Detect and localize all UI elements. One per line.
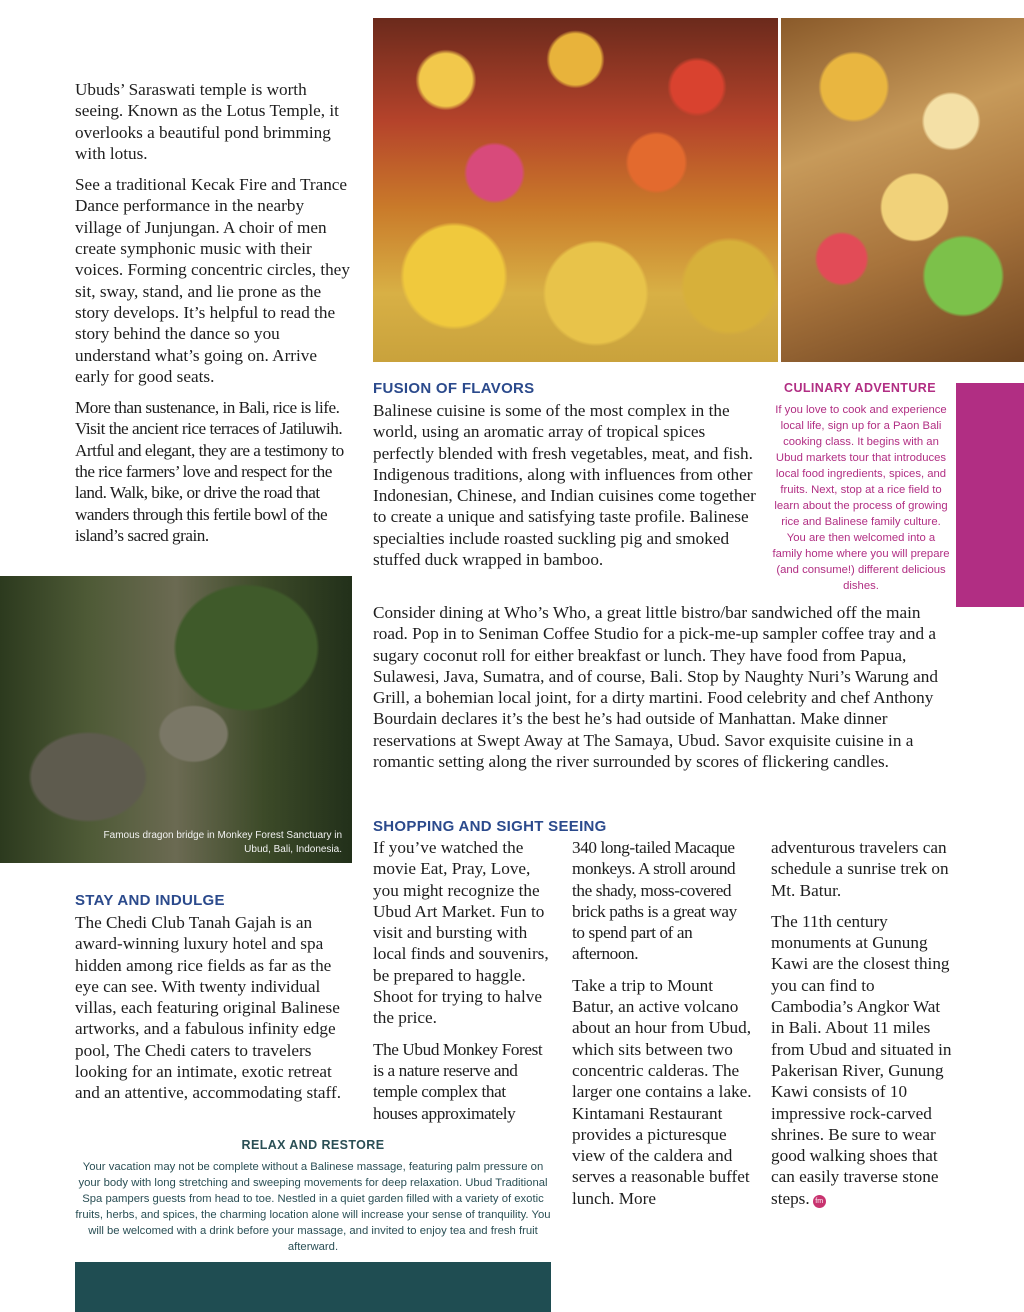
relax-heading: RELAX AND RESTORE — [241, 1138, 385, 1152]
culinary-heading: CULINARY ADVENTURE — [784, 381, 936, 395]
relax-body: Your vacation may not be complete without a Balinese massage, featuring palm pressure on your body with long stretching and sweeping movements for deep relaxation. Ubud Traditional Spa pampers guests from head to toe. Nestled in a quiet garden filled with a variety of exotic fruits, herbs, and spices, the charming location alone will increase your sense of tranquility. You will be welcomed with a drink before your massage, and invited to enjoy tea and fresh fruit afterward. — [75, 1161, 551, 1253]
fusion-paragraph-1: Balinese cuisine is some of the most complex in the world, using an aromatic array of tropical spices perfectly blended with fresh vegetables, meat, and fish. Indigenous traditions, along with influences from other Indonesian, Chinese, and Indian cuisines come together to create a unique and satisfying taste profile. Balinese specialties include roasted suckling pig and smoked stuffed duck wrapped in bamboo. — [373, 401, 756, 570]
relax-color-bar — [75, 1262, 551, 1312]
shopping-col3-paragraph-2-text: The 11th century monuments at Gunung Kawi are the closest thing you can find to Cambodia’s Angkor Wat in Bali. About 11 miles from Ubud and situated in Pakerisan River, Gunung Kawi consists of 10 impressive rock-carved shrines. Be sure to wear good walking shoes that can easily traverse stone steps. — [771, 911, 952, 1208]
shopping-col1-paragraph-2: The Ubud Monkey Forest is a nature reserve and temple complex that houses approximately — [373, 1039, 543, 1123]
shopping-column-3 — [771, 837, 953, 1219]
photo-caption: Famous dragon bridge in Monkey Forest Sanctuary in Ubud, Bali, Indonesia. — [103, 830, 342, 855]
fusion-heading: FUSION OF FLAVORS — [373, 380, 535, 397]
shopping-col1-paragraph-1: If you’ve watched the movie Eat, Pray, Love, you might recognize the Ubud Art Market. Fun to visit and bursting with local finds and souvenirs, be prepared to haggle. Shoot for trying to halve the price. — [373, 838, 549, 1028]
culinary-body: If you love to cook and experience local life, sign up for a Paon Bali cooking class. It begins with an Ubud markets tour that introduces local food ingredients, spices, and fruits. Next, stop at a rice field to learn about the process of growing rice and Balinese family culture. You are then welcomed into a family home where you will prepare (and consume!) different delicious dishes. — [772, 404, 950, 592]
sidebar-color-bar — [956, 383, 1024, 607]
shopping-column-1 — [373, 837, 553, 1134]
shopping-col3-paragraph-1: adventurous travelers can schedule a sunrise trek on Mt. Batur. — [771, 838, 949, 900]
end-mark-icon: fm — [813, 1195, 826, 1208]
intro-paragraph-2: See a traditional Kecak Fire and Trance Dance performance in the nearby village of Junjungan. A choir of men create symphonic music with their voices. Forming concentric circles, they sit, sway, stand, and lie prone as the story develops. It’s helpful to read the story behind the dance so you understand what’s going on. Arrive early for good seats. — [75, 175, 350, 386]
ceremony-photo — [373, 18, 778, 362]
intro-column — [75, 79, 353, 556]
stay-body: The Chedi Club Tanah Gajah is an award-winning luxury hotel and spa hidden among rice fields as far as the eye can see. With twenty individual villas, each featuring original Balinese artworks, and a fabulous infinity edge pool, The Chedi caters to travelers looking for an intimate, exotic retreat and an attentive, accommodating staff. — [75, 913, 341, 1103]
shopping-heading: SHOPPING AND SIGHT SEEING — [373, 818, 607, 835]
intro-paragraph-3: More than sustenance, in Bali, rice is life. Visit the ancient rice terraces of Jatiluwih. Artful and elegant, they are a testimony to the rice farmers’ love and respect for the land. Walk, bike, or drive the road that wanders through this fertile bowl of the island’s sacred grain. — [75, 398, 344, 545]
shopping-col2-paragraph-2: Take a trip to Mount Batur, an active volcano about an hour from Ubud, which sits between two concentric calderas. The larger one contains a lake. Kintamani Restaurant provides a picturesque view of the caldera and serves a reasonable buffet lunch. More — [572, 975, 752, 1208]
shopping-column-2 — [572, 837, 752, 1219]
monkey-forest-photo — [0, 576, 352, 863]
intro-paragraph-1: Ubuds’ Saraswati temple is worth seeing. Known as the Lotus Temple, it overlooks a beautiful pond brimming with lotus. — [75, 80, 339, 163]
fusion-paragraph-2: Consider dining at Who’s Who, a great little bistro/bar sandwiched off the main road. Pop in to Seniman Coffee Studio for a pick-me-up sampler coffee tray and a sugary coconut roll for either breakfast or lunch. They have food from Papua, Sulawesi, Java, Sumatra, and of course, Bali. Stop by Naughty Nuri’s Warung and Grill, a bohemian local joint, for a dirty martini. Food celebrity and chef Anthony Bourdain declares it’s the best he’s had outside of Manhattan. Make dinner reservations at Swept Away at The Samaya, Ubud. Savor exquisite cuisine in a romantic setting along the river surrounded by scores of flickering candles. — [373, 603, 938, 772]
offerings-photo — [781, 18, 1024, 362]
shopping-col2-paragraph-1: 340 long-tailed Macaque monkeys. A stroll around the shady, moss-covered brick paths is a great way to spend part of an afternoon. — [572, 838, 737, 964]
stay-heading: STAY AND INDULGE — [75, 892, 225, 909]
shopping-col3-paragraph-2 — [771, 911, 953, 1209]
